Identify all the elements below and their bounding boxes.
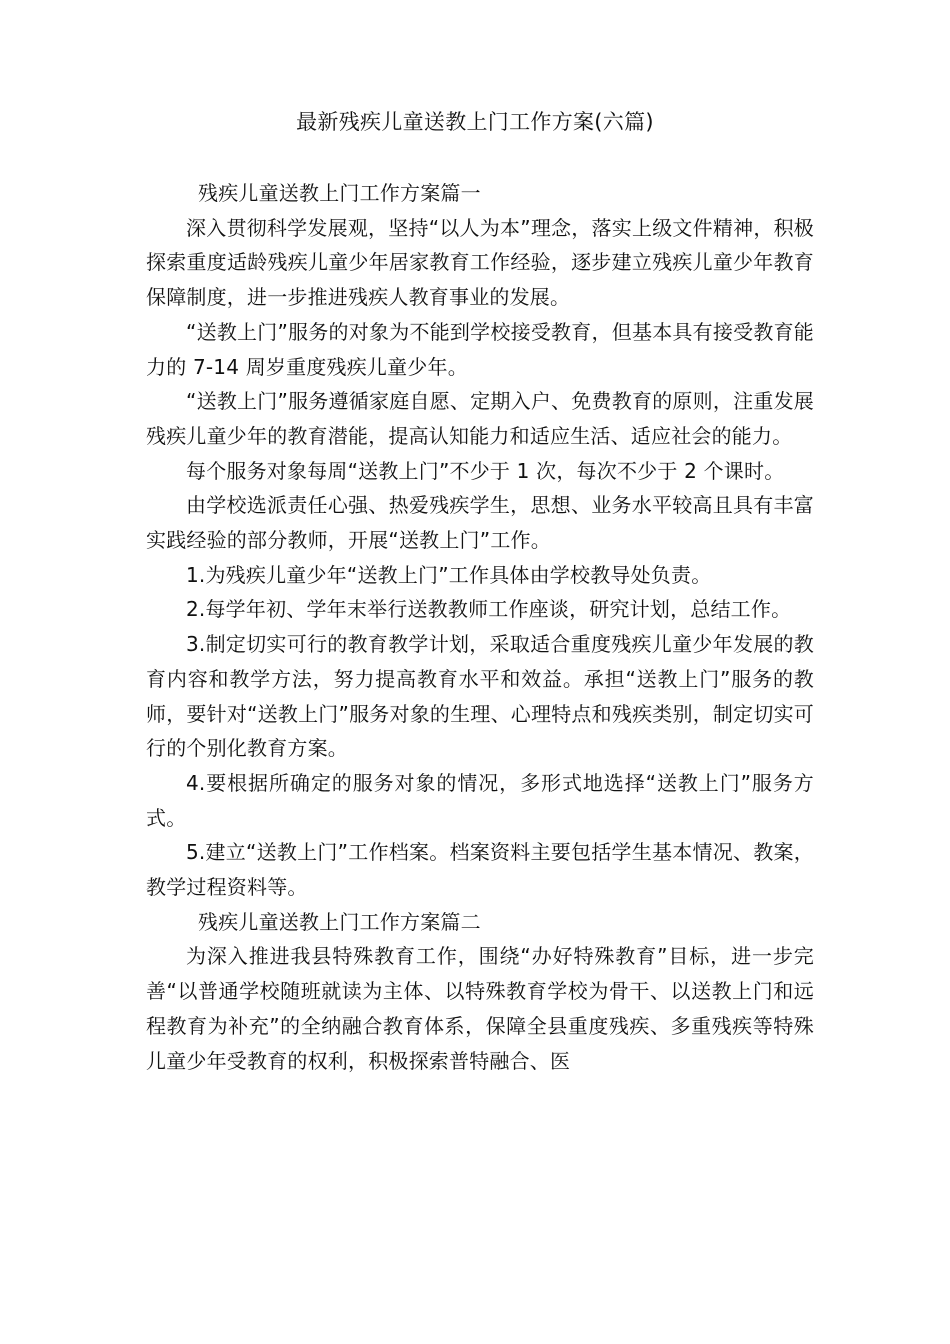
list-item: 3.制定切实可行的教育教学计划，采取适合重度残疾儿童少年发展的教育内容和教学方法，努力提高教育水平和效益。承担“送教上门”服务的教师，要针对“送教上门”服务对象的生理、心理特点和残疾类别，制定切实可行的个别化教育方案。 (146, 632, 814, 761)
document-title: 最新残疾儿童送教上门工作方案(六篇) (296, 110, 654, 134)
list-item: 2.每学年初、学年末举行送教教师工作座谈，研究计划，总结工作。 (186, 597, 792, 622)
paragraph: “送教上门”服务的对象为不能到学校接受教育，但基本具有接受教育能力的 7-14 周岁重度残疾儿童少年。 (146, 319, 814, 379)
paragraph: 由学校选派责任心强、热爱残疾学生，思想、业务水平较高且具有丰富实践经验的部分教师，开展“送教上门”工作。 (146, 493, 814, 553)
list-item: 5.建立“送教上门”工作档案。档案资料主要包括学生基本情况、教案，教学过程资料等。 (146, 840, 814, 900)
list-item: 4.要根据所确定的服务对象的情况，多形式地选择“送教上门”服务方式。 (146, 770, 814, 830)
section-heading: 残疾儿童送教上门工作方案篇一 (198, 181, 481, 205)
paragraph: 深入贯彻科学发展观，坚持“以人为本”理念，落实上级文件精神，积极探索重度适龄残疾儿童少年居家教育工作经验，逐步建立残疾儿童少年教育保障制度，进一步推进残疾人教育事业的发展。 (146, 215, 814, 310)
document-body (146, 176, 814, 1078)
section-heading: 残疾儿童送教上门工作方案篇二 (198, 909, 481, 934)
paragraph: “送教上门”服务遵循家庭自愿、定期入户、免费教育的原则，注重发展残疾儿童少年的教育潜能，提高认知能力和适应生活、适应社会的能力。 (146, 389, 814, 448)
paragraph: 为深入推进我县特殊教育工作，围绕“办好特殊教育”目标，进一步完善“以普通学校随班就读为主体、以特殊教育学校为骨干、以送教上门和远程教育为补充”的全纳融合教育体系，保障全县重度残疾、多重残疾等特殊儿童少年受教育的权利，积极探索普特融合、医 (146, 944, 814, 1073)
list-item: 1.为残疾儿童少年“送教上门”工作具体由学校教导处负责。 (186, 562, 712, 587)
paragraph: 每个服务对象每周“送教上门”不少于 1 次，每次不少于 2 个课时。 (186, 458, 785, 483)
